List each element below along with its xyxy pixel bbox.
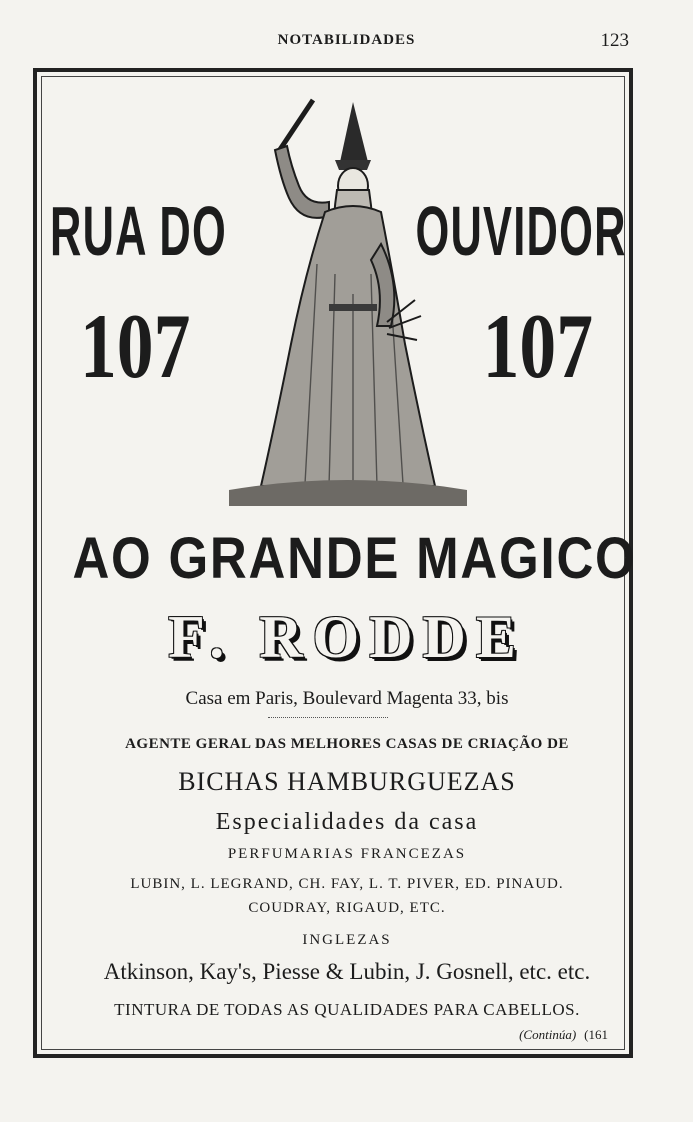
street-number-right: 107 [482, 295, 593, 397]
wizard-icon [225, 94, 470, 506]
paris-address: Casa em Paris, Boulevard Magenta 33, bis [185, 688, 509, 709]
especialidades-heading: Especialidades da casa [215, 809, 479, 835]
bichas-heading: BICHAS HAMBURGUEZAS [178, 767, 516, 796]
street-name-left: RUA DO [50, 192, 228, 270]
tintura-line: TINTURA DE TODAS AS QUALIDADES PARA CABELLOS. [114, 1000, 580, 1019]
street-name-right: OUVIDOR [415, 192, 627, 270]
page-reference: (161 [584, 1027, 608, 1042]
continued-label: (Continúa) [519, 1027, 577, 1042]
english-brands-line: Atkinson, Kay's, Piesse & Lubin, J. Gosnell, etc. etc. [103, 959, 591, 984]
inglezas-heading: INGLEZAS [302, 932, 392, 948]
headline: AO GRANDE MAGICO [72, 526, 637, 591]
divider-rule [268, 717, 388, 718]
continued-note [519, 1027, 608, 1043]
page-number: 123 [600, 30, 629, 51]
running-title: NOTABILIDADES [277, 32, 416, 48]
street-number-left: 107 [80, 295, 191, 397]
french-brands-line-2: COUDRAY, RIGAUD, ETC. [248, 900, 446, 916]
french-brands-line-1: LUBIN, L. LEGRAND, CH. FAY, L. T. PIVER, ED. PINAUD. [130, 876, 564, 892]
page-header [0, 30, 693, 54]
perfumarias-heading: PERFUMARIAS FRANCEZAS [227, 846, 467, 862]
agent-line: AGENTE GERAL DAS MELHORES CASAS DE CRIAÇÃO DE [125, 736, 569, 752]
proprietor-name: F. RODDE [168, 604, 526, 670]
